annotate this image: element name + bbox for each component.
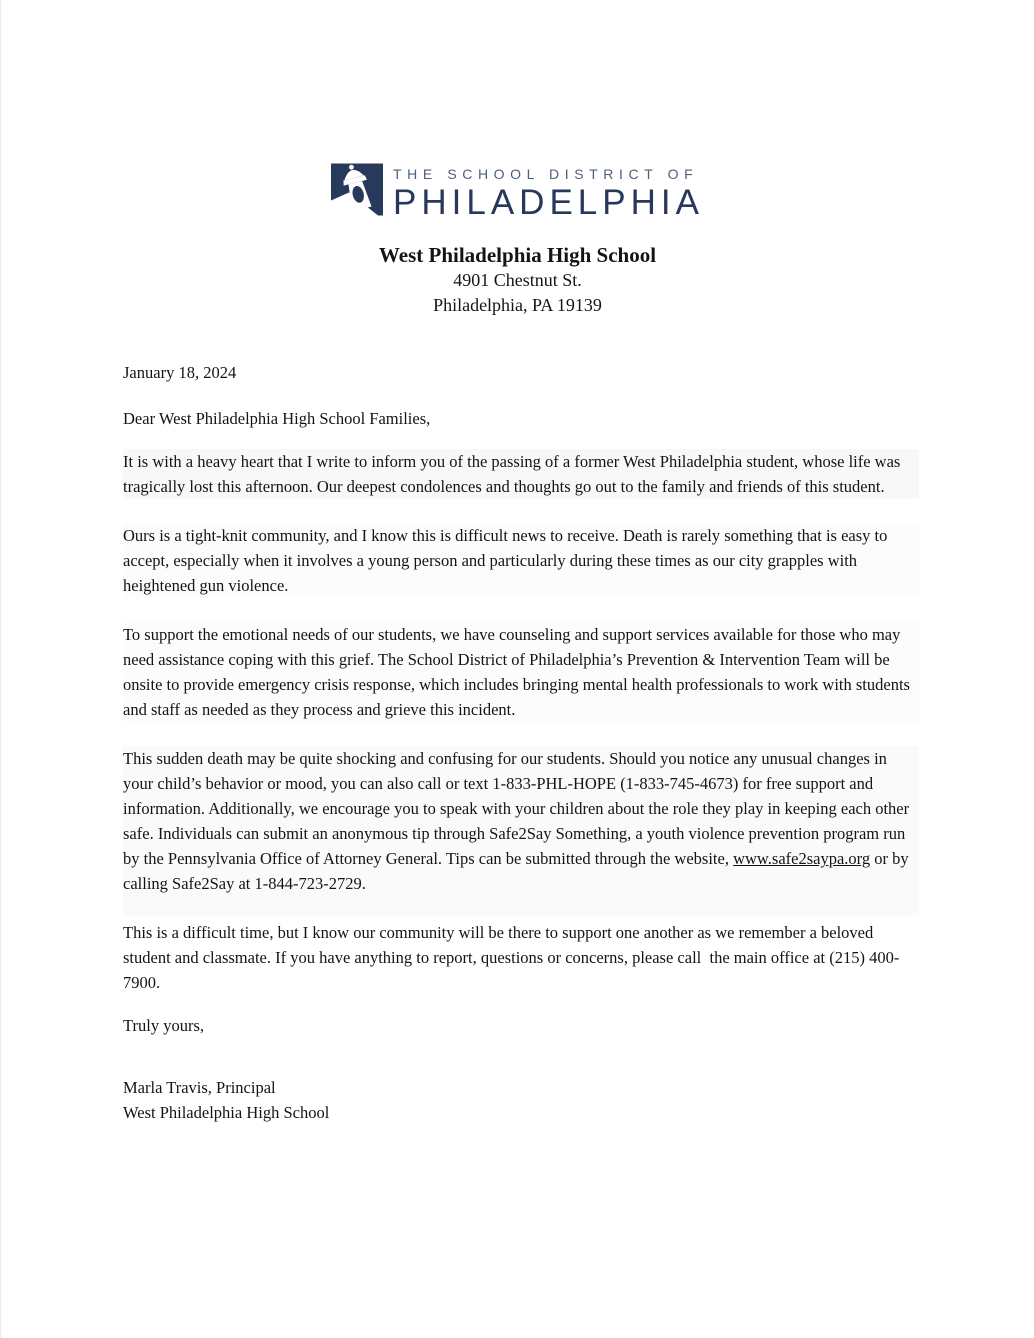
paragraph-5: This is a difficult time, but I know our community will be there to support one another as we remember a beloved student and classmate. If you have anything to report, questions or concerns, please call the main office at (215) 400-7900. <box>123 923 900 992</box>
signature-name: Marla Travis, Principal <box>123 1078 276 1097</box>
letter-body <box>123 360 919 1125</box>
school-heading <box>1 242 1034 318</box>
bell-tower-icon <box>331 163 383 216</box>
letter-greeting: Dear West Philadelphia High School Families, <box>123 409 431 428</box>
signature-block <box>123 1075 919 1125</box>
letter-date: January 18, 2024 <box>123 363 237 382</box>
paragraph-2: Ours is a tight-knit community, and I know this is difficult news to receive. Death is rarely something that is easy to accept, especially when it involves a young person and particularly during these times as our city grapples with heightened gun violence. <box>123 523 919 598</box>
paragraph-4-text-before-link: This sudden death may be quite shocking and confusing for our students. Should you notice any unusual changes in your child’s behavior or mood, you can also call or text 1-833-PHL-HOPE (1-833-745-4673) for free support and information. Additionally, we encourage you to speak with your children about the role they play in keeping each other safe. Individuals can submit an anonymous tip through Safe2Say Something, a youth violence prevention program run by the Pennsylvania Office of Attorney General. Tips can be submitted through the website, <box>123 749 914 868</box>
paragraph-1: It is with a heavy heart that I write to inform you of the passing of a former West Philadelphia student, whose life was tragically lost this afternoon. Our deepest condolences and thoughts go out to the family and friends of this student. <box>123 449 919 499</box>
safe2say-link[interactable]: www.safe2saypa.org <box>733 849 871 868</box>
signature-school: West Philadelphia High School <box>123 1103 330 1122</box>
district-wordmark-line1: THE SCHOOL DISTRICT OF <box>393 166 699 182</box>
school-address-street: 4901 Chestnut St. <box>453 270 582 290</box>
paragraph-4 <box>123 746 919 896</box>
letter-closing: Truly yours, <box>123 1016 204 1035</box>
district-wordmark <box>393 163 704 220</box>
district-wordmark-line2: PHILADELPHIA <box>393 183 704 222</box>
paragraph-4-text-after-link: or by calling Safe2Say at 1-844-723-2729. <box>123 849 913 893</box>
school-name: West Philadelphia High School <box>378 243 657 267</box>
district-logo-mark <box>331 163 383 216</box>
district-letterhead <box>1 163 1034 222</box>
school-address-city: Philadelphia, PA 19139 <box>433 295 602 315</box>
paragraph-3: To support the emotional needs of our students, we have counseling and support services available for those who may need assistance coping with this grief. The School District of Philadelphia’s Prevention & Intervention Team will be onsite to provide emergency crisis response, which includes bringing mental health professionals to work with students and staff as needed as they process and grieve this incident. <box>123 622 919 722</box>
